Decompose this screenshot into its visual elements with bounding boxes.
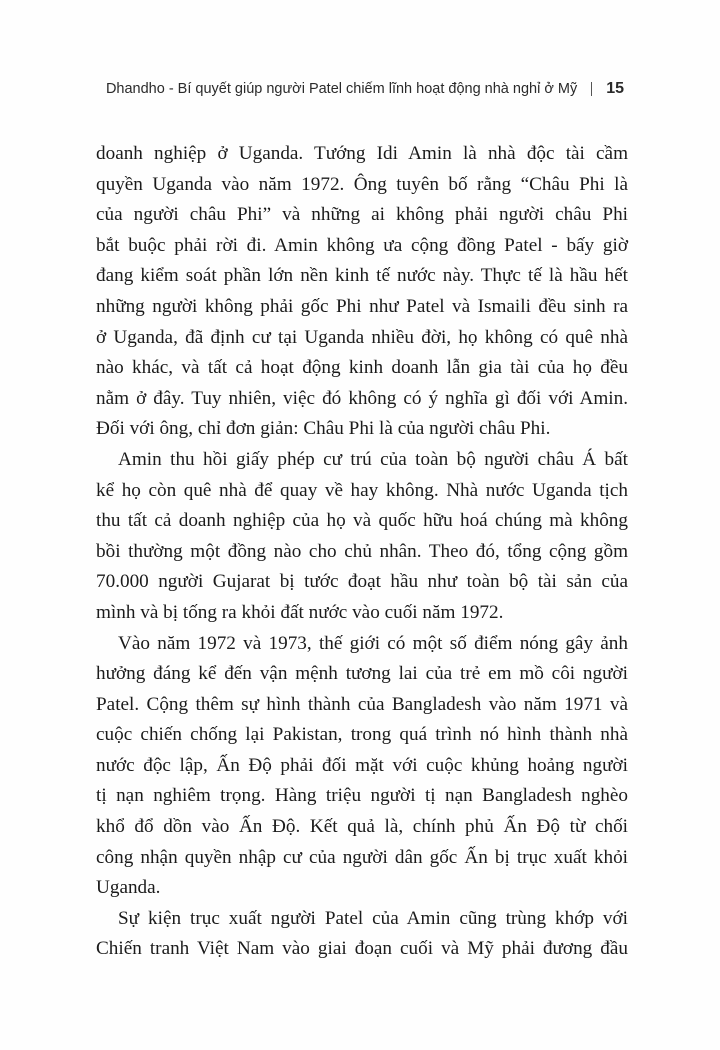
text-line: Amin thu hồi giấy phép cư trú của toàn bộ người châu Á bất <box>118 448 628 470</box>
running-header <box>96 80 624 98</box>
text-line: Chiến tranh Việt Nam vào giai đoạn cuối và Mỹ phải đương đầu <box>96 938 628 960</box>
text-line: quyền Uganda vào năm 1972. Ông tuyên bố rằng “Châu Phi là <box>96 173 628 195</box>
text-line: nằm ở đây. Tuy nhiên, việc đó không có ý nghĩa gì đối với Amin. <box>96 387 628 409</box>
text-line: 70.000 người Gujarat bị tước đoạt hầu như toàn bộ tài sản của <box>96 571 628 593</box>
text-line: kể họ còn quê nhà để quay về hay không. Nhà nước Uganda tịch <box>96 479 628 501</box>
text-line: công nhận quyền nhập cư của người dân gốc Ấn bị trục xuất khỏi <box>96 846 628 868</box>
text-line: Vào năm 1972 và 1973, thế giới có một số điểm nóng gây ảnh <box>118 632 628 654</box>
text-line: mình và bị tống ra khỏi đất nước vào cuối năm 1972. <box>96 601 504 623</box>
text-line: Uganda. <box>96 877 161 899</box>
text-line: cuộc chiến chống lại Pakistan, trong quá trình nó hình thành nhà <box>96 724 628 746</box>
text-line: doanh nghiệp ở Uganda. Tướng Idi Amin là nhà độc tài cầm <box>96 143 628 164</box>
text-line: Patel. Cộng thêm sự hình thành của Bangladesh vào năm 1971 và <box>96 693 628 715</box>
page-number: 15 <box>606 80 624 97</box>
text-line: bồi thường một đồng nào cho chủ nhân. Theo đó, tổng cộng gồm <box>96 540 628 562</box>
text-line: Đối với ông, chỉ đơn giản: Châu Phi là của người châu Phi. <box>96 418 551 440</box>
text-line: khổ đổ dồn vào Ấn Độ. Kết quả là, chính phủ Ấn Độ từ chối <box>96 816 628 838</box>
text-line: nước độc lập, Ấn Độ phải đối mặt với cuộc khủng hoảng người <box>96 754 628 776</box>
paragraph <box>96 629 628 904</box>
text-line: Sự kiện trục xuất người Patel của Amin cũng trùng khớp với <box>118 907 628 929</box>
text-line: đang kiểm soát phần lớn nền kinh tế nước này. Thực tế là hầu hết <box>96 265 628 287</box>
text-line: tị nạn nghiêm trọng. Hàng triệu người tị nạn Bangladesh nghèo <box>96 785 628 807</box>
text-line: những người không phải gốc Phi như Patel và Ismaili đều sinh ra <box>96 295 628 317</box>
text-line: ở Uganda, đã định cư tại Uganda nhiều đời, họ không có quê nhà <box>96 326 628 348</box>
paragraph <box>96 904 628 965</box>
body-text <box>96 139 628 965</box>
running-title: Dhandho - Bí quyết giúp người Patel chiếm lĩnh hoạt động nhà nghỉ ở Mỹ <box>105 81 578 97</box>
text-line: của người châu Phi” và những ai không phải người châu Phi <box>96 204 628 226</box>
paragraph <box>96 139 628 445</box>
paragraph <box>96 445 628 629</box>
header-divider <box>591 82 592 96</box>
text-line: hưởng đáng kể đến vận mệnh tương lai của trẻ em mồ côi người <box>96 663 628 685</box>
text-line: nào khác, và tất cả hoạt động kinh doanh lẫn gia tài của họ đều <box>96 357 628 379</box>
text-line: thu tất cả doanh nghiệp của họ và quốc hữu hoá chúng mà không <box>96 510 628 532</box>
text-line: bắt buộc phải rời đi. Amin không ưa cộng đồng Patel - bấy giờ <box>96 234 628 256</box>
